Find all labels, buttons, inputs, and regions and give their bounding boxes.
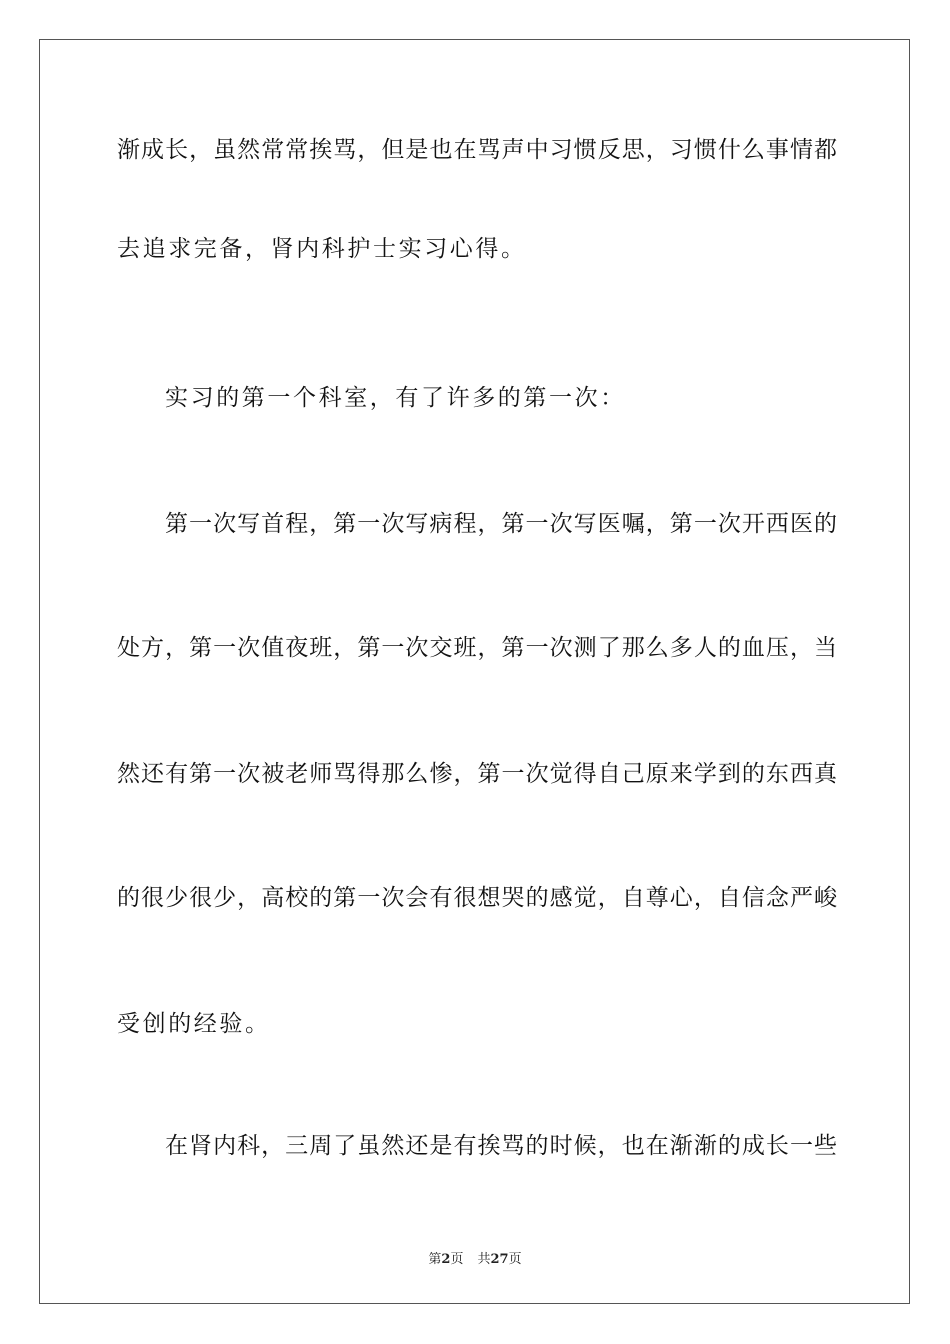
total-pages: 27 [490, 1252, 509, 1267]
page-frame [39, 39, 910, 1304]
page-prefix: 第 [428, 1252, 442, 1267]
body-line-1: 渐成长，虽然常常挨骂，但是也在骂声中习惯反思，习惯什么事情都 [117, 137, 837, 163]
body-line-6: 然还有第一次被老师骂得那么惨，第一次觉得自己原来学到的东西真 [117, 761, 837, 787]
page-number: 2 [441, 1252, 451, 1267]
page-suffix: 页 [450, 1252, 464, 1267]
body-line-7: 的很少很少，高校的第一次会有很想哭的感觉，自尊心，自信念严峻 [117, 885, 837, 911]
body-line-4: 第一次写首程，第一次写病程，第一次写医嘱，第一次开西医的 [165, 511, 837, 537]
body-line-8: 受创的经验。 [117, 1011, 271, 1037]
body-line-5: 处方，第一次值夜班，第一次交班，第一次测了那么多人的血压，当 [117, 635, 837, 661]
body-line-3: 实习的第一个科室，有了许多的第一次： [165, 385, 626, 411]
total-suffix: 页 [508, 1252, 522, 1267]
page-footer [0, 1248, 950, 1267]
body-line-9: 在肾内科，三周了虽然还是有挨骂的时候，也在渐渐的成长一些 [165, 1133, 837, 1159]
total-prefix: 共 [477, 1252, 491, 1267]
body-line-2: 去追求完备，肾内科护士实习心得。 [117, 236, 527, 262]
